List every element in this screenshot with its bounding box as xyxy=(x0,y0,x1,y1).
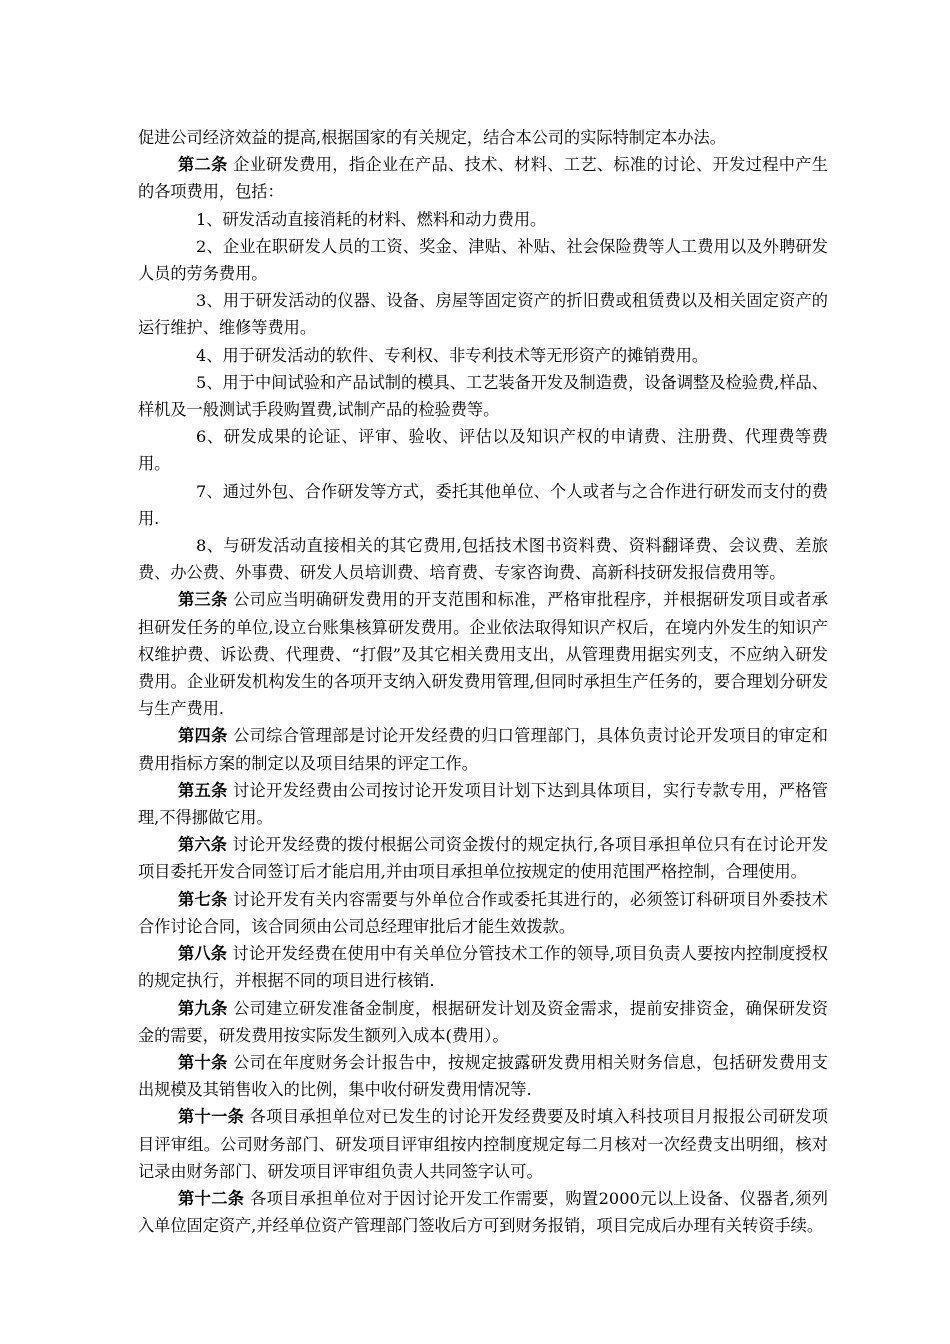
article-text: 公司在年度财务会计报告中，按规定披露研发费用相关财务信息，包括研发费用支出规模及其销售收入的比例，集中收付研发费用情况等. xyxy=(138,1052,828,1100)
article-2 xyxy=(138,151,828,205)
article-9 xyxy=(138,995,828,1049)
article-label: 第十一条 xyxy=(178,1107,245,1127)
intro-paragraph: 促进公司经济效益的提高,根据国家的有关规定，结合本公司的实际特制定本办法。 xyxy=(138,128,726,147)
article-10 xyxy=(138,1049,828,1103)
article-label: 第七条 xyxy=(178,889,228,909)
article-label: 第八条 xyxy=(178,944,228,964)
article-7 xyxy=(138,886,828,940)
article-label: 第四条 xyxy=(178,726,228,746)
article-label: 第五条 xyxy=(178,780,228,800)
article-text: 各项目承担单位对已发生的讨论开发经费要及时填入科技项目月报报公司研发项目评审组。公司财务部门、研发项目评审组按内控制度规定每二月核对一次经费支出明细，核对记录由财务部门、研发项目评审组负责人共同签字认可。 xyxy=(138,1107,828,1181)
list-item: 2、企业在职研发人员的工资、奖金、津贴、补贴、社会保险费等人工费用以及外聘研发人员的劳务费用。 xyxy=(138,236,828,284)
article-11 xyxy=(138,1103,828,1185)
list-item: 5、用于中间试验和产品试制的模具、工艺装备开发及制造费，设备调整及检验费,样品、样机及一般测试手段购置费,试制产品的检验费等。 xyxy=(138,372,828,420)
article-text: 讨论开发经费的拨付根据公司资金拨付的规定执行,各项目承担单位只有在讨论开发项目委托开发合同签订后才能启用,并由项目承担单位按规定的使用范围严格控制，合理使用。 xyxy=(138,835,829,882)
article-8 xyxy=(138,940,828,994)
article-text: 各项目承担单位对于因讨论开发工作需要，购置2000元以上设备、仪器者,须列入单位固定资产,并经单位资产管理部门签收后方可到财务报销，项目完成后办理有关转资手续。 xyxy=(138,1188,828,1236)
list-item: 6、研发成果的论证、评审、验收、评估以及知识产权的申请费、注册费、代理费等费用。 xyxy=(138,427,828,474)
article-label: 第十条 xyxy=(178,1052,228,1072)
article-text: 讨论开发经费由公司按讨论开发项目计划下达到具体项目，实行专款专用，严格管理,不得挪做它用。 xyxy=(138,780,828,828)
article-label: 第二条 xyxy=(178,155,228,175)
document-page xyxy=(138,124,828,1239)
article-text: 公司应当明确研发费用的开支范围和标准，严格审批程序，并根据研发项目或者承担研发任务的单位,设立台账集核算研发费用。企业依法取得知识产权后，在境内外发生的知识产权维护费、诉讼费、代理费、“打假”及其它相关费用支出，从管理费用据实列支，不应纳入研发费用。企业研发机构发生的各项开支纳入研发费用管理,但同时承担生产任务的，要合理划分研发与生产费用. xyxy=(138,590,828,719)
list-item: 3、用于研发活动的仪器、设备、房屋等固定资产的折旧费或租赁费以及相关固定资产的运行维护、维修等费用。 xyxy=(138,291,828,338)
article-text: 讨论开发经费在使用中有关单位分管技术工作的领导,项目负责人要按内控制度授权的规定执行，并根据不同的项目进行核销. xyxy=(138,944,829,991)
list-item: 4、用于研发活动的软件、专利权、非专利技术等无形资产的摊销费用。 xyxy=(196,345,709,365)
article-label: 第三条 xyxy=(178,590,228,610)
list-item: 7、通过外包、合作研发等方式，委托其他单位、个人或者与之合作进行研发而支付的费用. xyxy=(138,481,828,528)
article-label: 第九条 xyxy=(178,998,228,1018)
list-item: 8、与研发活动直接相关的其它费用,包括技术图书资料费、资料翻译费、会议费、差旅费、办公费、外事费、研发人员培训费、培育费、专家咨询费、高新科技研发报信费用等。 xyxy=(138,536,828,583)
list-item: 1、研发活动直接消耗的材料、燃料和动力费用。 xyxy=(196,209,547,229)
article-12 xyxy=(138,1185,828,1239)
article-text: 公司综合管理部是讨论开发经费的归口管理部门，具体负责讨论开发项目的审定和费用指标方案的制定以及项目结果的评定工作。 xyxy=(138,726,828,773)
article-4 xyxy=(138,722,828,776)
article-text: 讨论开发有关内容需要与外单位合作或委托其进行的，必须签订科研项目外委技术合作讨论合同，该合同须由公司总经理审批后才能生效拨款。 xyxy=(138,889,828,936)
article-text: 企业研发费用，指企业在产品、技术、材料、工艺、标准的讨论、开发过程中产生的各项费用，包括： xyxy=(138,155,828,202)
article-3 xyxy=(138,586,828,722)
article-5 xyxy=(138,777,828,831)
article-text: 公司建立研发准备金制度，根据研发计划及资金需求，提前安排资金，确保研发资金的需要，研发费用按实际发生额列入成本(费用）。 xyxy=(138,998,828,1045)
article-label: 第六条 xyxy=(178,835,228,855)
article-6 xyxy=(138,831,828,885)
article-label: 第十二条 xyxy=(178,1188,245,1208)
